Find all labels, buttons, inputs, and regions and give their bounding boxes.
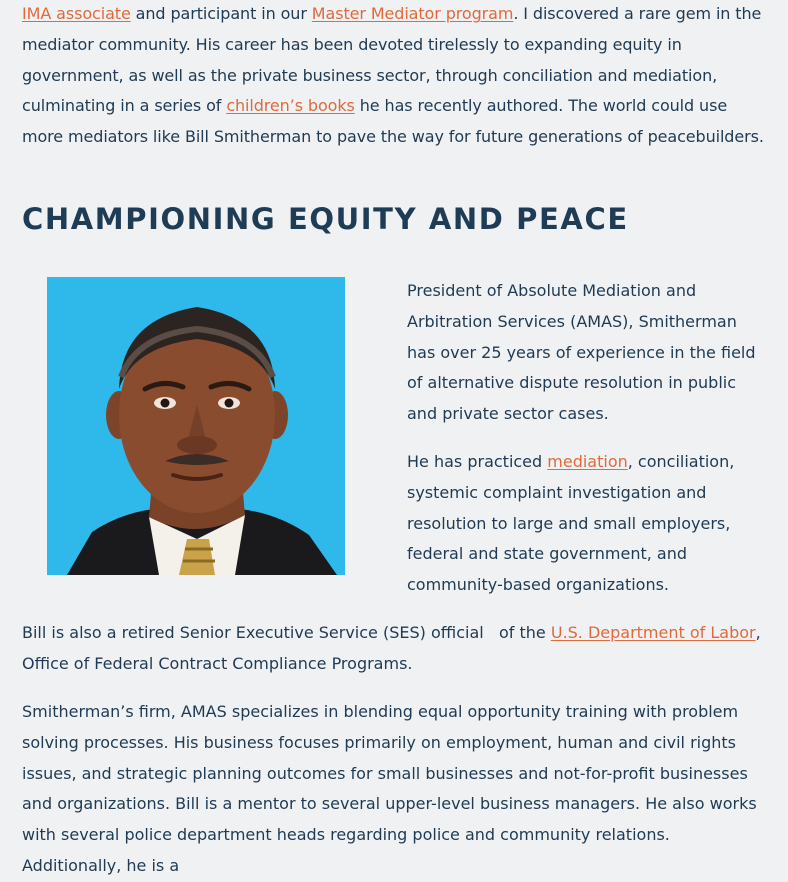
bio-practice-text-2: , conciliation, systemic complaint investigation and resolution to large and small employers, federal and state government, and community-based organizations. (407, 451, 735, 595)
portrait-illustration (47, 277, 345, 575)
department-of-labor-link[interactable]: U.S. Department of Labor (550, 623, 756, 642)
intro-text-3: he has recently authored. The world could use more mediators like Bill Smitherman to pave the way for future generations of peacebuilders. (22, 96, 764, 147)
ses-text-1: Bill is also a retired Senior Executive Service (SES) official of the (22, 623, 551, 642)
ima-associate-link[interactable]: IMA associate (22, 4, 131, 23)
intro-text-2: . I discovered a rare gem in the mediator community. His career has been devoted tirelessly to expanding equity in government, as well as the private business sector, through conciliation and mediation, culminating in a series of (22, 4, 762, 116)
ses-paragraph (22, 618, 772, 680)
intro-paragraph (22, 0, 772, 153)
bio-paragraph-practice (407, 447, 767, 601)
bio-column (407, 276, 767, 601)
bio-practice-text-1: He has practiced (407, 451, 548, 471)
intro-text-1: and participant in our (130, 4, 312, 23)
bio-paragraph-president: President of Absolute Mediation and Arbitration Services (AMAS), Smitherman has over 25 years of experience in the field of alternative dispute resolution in public and private sector cases. (407, 281, 756, 424)
section-heading: CHAMPIONING EQUITY AND PEACE (22, 202, 629, 236)
ses-text-2: , Office of Federal Contract Compliance Programs. (22, 623, 761, 673)
firm-paragraph: Smitherman’s firm, AMAS specializes in blending equal opportunity training with problem solving processes. His business focuses primarily on employment, human and civil rights issues, and strategic planning outcomes for small businesses and not-for-profit businesses and organizations. Bill is a mentor to several upper-level business managers. He also works with several police department heads regarding police and community relations. Additionally, he is a (22, 702, 757, 875)
master-mediator-link[interactable]: Master Mediator program (311, 4, 514, 23)
portrait-photo (47, 277, 345, 575)
childrens-books-link[interactable]: children’s books (226, 96, 355, 116)
mediation-link[interactable]: mediation (547, 451, 628, 471)
